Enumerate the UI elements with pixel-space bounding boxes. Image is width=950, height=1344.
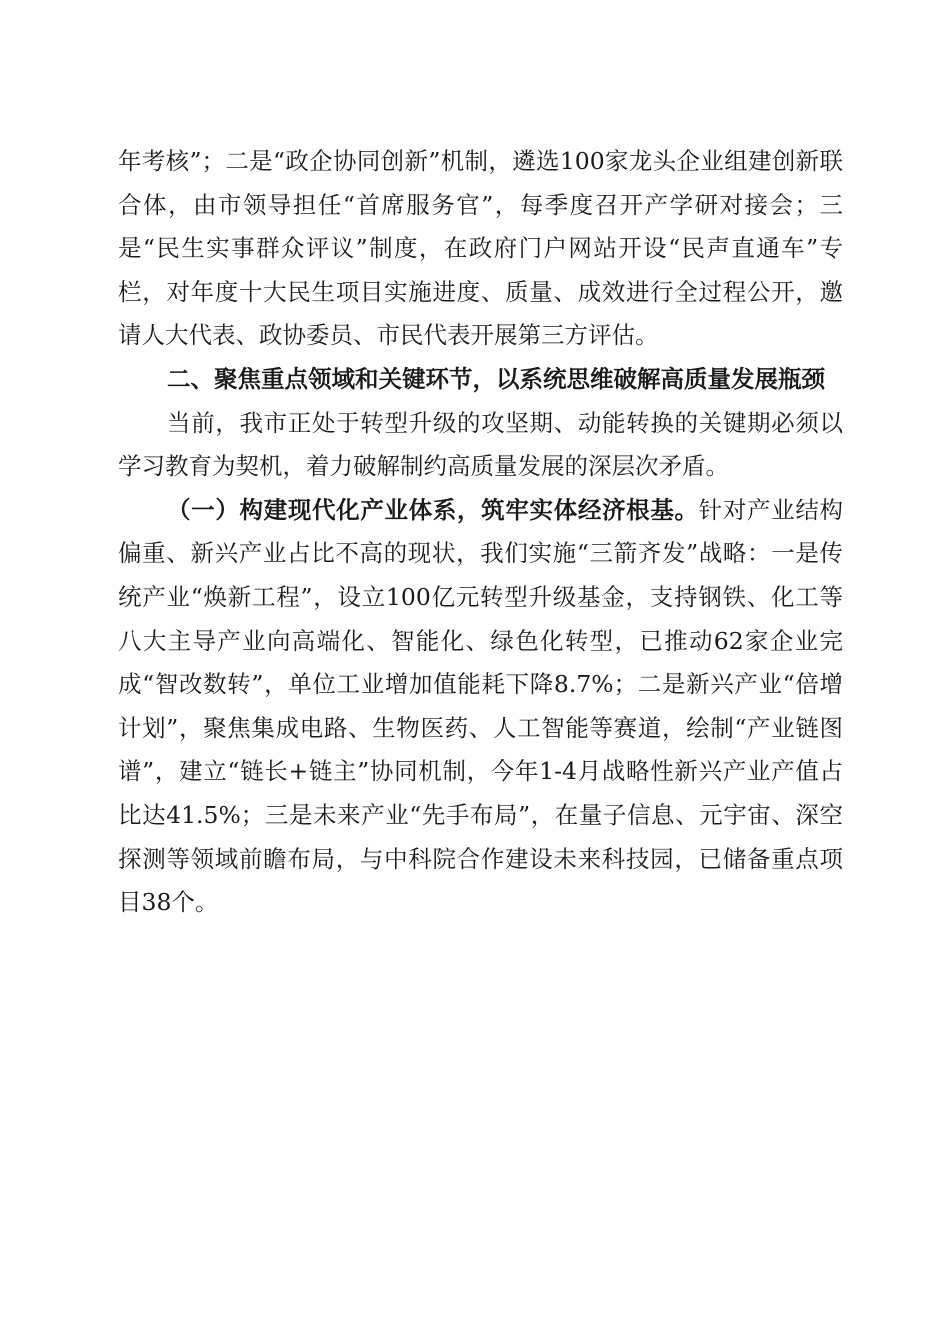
document-body	[118, 140, 843, 925]
subsection-heading: （一）构建现代化产业体系，筑牢实体经济根基。	[167, 495, 699, 524]
subsection-paragraph	[118, 489, 843, 925]
section-heading: 二、聚焦重点领域和关键环节，以系统思维破解高质量发展瓶颈	[167, 364, 825, 393]
subsection-body: 针对产业结构偏重、新兴产业占比不高的现状，我们实施“三箭齐发”战略：一是传统产业“焕新工程”，设立100亿元转型升级基金，支持钢铁、化工等八大主导产业向高端化、智能化、绿色化转型，已推动62家企业完成“智改数转”，单位工业增加值能耗下降8.7%；二是新兴产业“倍增计划”，聚焦集成电路、生物医药、人工智能等赛道，绘制“产业链图谱”，建立“链长+链主”协同机制，今年1-4月战略性新兴产业产值占比达41.5%；三是未来产业“先手布局”，在量子信息、元宇宙、深空探测等领域前瞻布局，与中科院合作建设未来科技园，已储备重点项目38个。	[118, 495, 844, 917]
intro-paragraph: 当前，我市正处于转型升级的攻坚期、动能转换的关键期必须以学习教育为契机，着力破解制约高质量发展的深层次矛盾。	[118, 408, 843, 481]
continued-paragraph: 年考核”；二是“政企协同创新”机制，遴选100家龙头企业组建创新联合体，由市领导担任“首席服务官”，每季度召开产学研对接会；三是“民生实事群众评议”制度，在政府门户网站开设“民声直通车”专栏，对年度十大民生项目实施进度、质量、成效进行全过程公开，邀请人大代表、政协委员、市民代表开展第三方评估。	[118, 147, 843, 350]
